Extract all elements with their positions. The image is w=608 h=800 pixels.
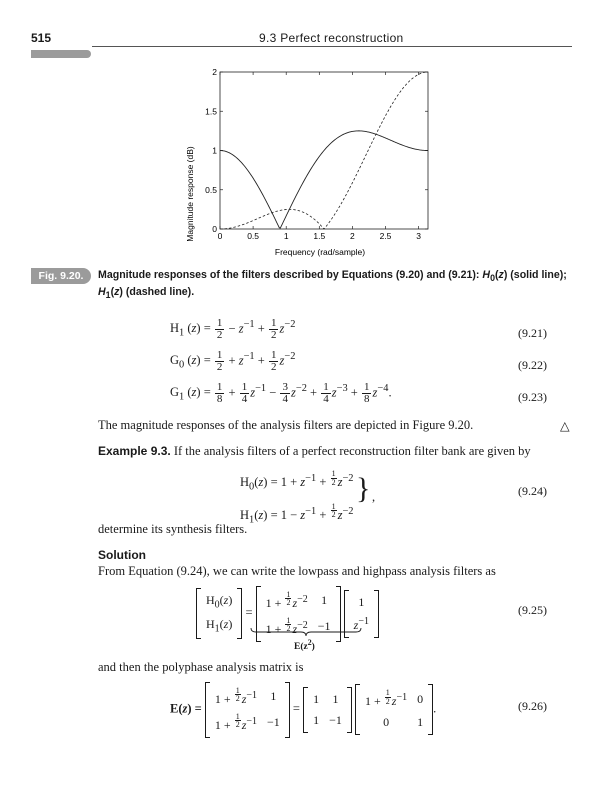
x-tick-label: 0.5 [247, 231, 260, 241]
x-tick-label: 1.5 [313, 231, 326, 241]
eq-number-9-23: (9.23) [518, 390, 547, 404]
eq-9-26-lhs: E(z) = [170, 701, 202, 716]
x-tick-label: 2.5 [379, 231, 392, 241]
figure-caption: Magnitude responses of the filters described by Equations (9.20) and (9.21): $H_0(z)$ (solid line); $H_1(z)$ (dashed line). [98, 269, 567, 301]
header-tab-bar [31, 50, 91, 58]
end-of-example-triangle: △ [560, 419, 570, 433]
example-text: If the analysis filters of a perfect reconstruction filter bank are given by [173, 444, 531, 458]
example-label: Example 9.3. [98, 444, 171, 458]
equation-9-25: $H_0(z)$ $H_1(z)$ = 1 + $\frac{1}{2}$ $z^{-2}$ 1 1 + $\frac{1}{2}$ $z^{-2}$ −1 1 $z^{-1}$ [196, 586, 379, 642]
y-tick-label: 1 [212, 145, 217, 156]
running-title: 9.3 Perfect reconstruction [259, 31, 404, 45]
y-tick-label: 0.5 [205, 184, 217, 195]
figure-tag: Fig. 9.20. [31, 268, 91, 284]
y-tick-label: 2 [212, 67, 217, 77]
eq-9-25-underbrace-label: $E(z^2)$ [294, 638, 315, 653]
x-tick-label: 1 [283, 231, 289, 241]
eq-number-9-25: (9.25) [518, 603, 547, 617]
eq-9-24-brace: } [356, 472, 371, 505]
eq-9-24-comma: , [372, 490, 376, 504]
eq-number-9-24: (9.24) [518, 484, 547, 498]
page-number: 515 [31, 31, 52, 45]
eq-9-21-lhs: $H_1$ (z) = [170, 321, 211, 339]
equation-9-22: $G_0$ (z) = $\frac{1}{2}$ + $z^{-1}$ + $\frac{1}{2}$ $z^{-2}$ [170, 349, 296, 373]
equation-9-26: E(z) = 1 + $\frac{1}{2}$ $z^{-1}$ 1 1 + $\frac{1}{2}$ $z^{-1}$ −1 = 1 1 1 −1 1 + $\frac{1}{2}$ $z^{-1}$ 0 0 1 . [170, 682, 436, 738]
eq-number-9-26: (9.26) [518, 699, 547, 713]
from-equation-sentence: From Equation (9.24), we can write the lowpass and highpass analysis filters as [98, 564, 496, 578]
eq-9-23-lhs: $G_1$ (z) = [170, 385, 211, 403]
and-then-sentence: and then the polyphase analysis matrix is [98, 660, 304, 674]
magnitude-response-chart [180, 62, 440, 262]
y-tick-label: 0 [212, 224, 217, 234]
chart-x-axis-label: Frequency (rad/sample) [274, 247, 366, 257]
x-tick-label: 3 [416, 231, 421, 241]
example-9-3-paragraph [98, 444, 568, 459]
chart-y-axis-label: Magnitude response (dB) [185, 146, 195, 242]
eq-9-22-lhs: $G_0$ (z) = [170, 353, 211, 371]
x-tick-label: 2 [350, 231, 355, 241]
equation-9-23: $G_1$ (z) = $\frac{1}{8}$ + $\frac{1}{4}$ $z^{-1}$ − $\frac{3}{4}$ $z^{-2}$ + $\frac{1}{4}$ $z^{-3}$ + $\frac{1}{8}$ $z^{-4}$. [170, 381, 392, 405]
y-tick-label: 1.5 [205, 106, 217, 117]
equation-9-21: $H_1$ (z) = $\frac{1}{2}$ − $z^{-1}$ + $\frac{1}{2}$ $z^{-2}$ [170, 317, 296, 341]
solution-heading: Solution [98, 548, 146, 562]
determine-sentence: determine its synthesis filters. [98, 522, 248, 536]
series-h0-solid-line [220, 131, 428, 228]
x-tick-label: 0 [217, 231, 223, 241]
equation-9-24: $H_0(z) = 1 + z^{-1}$ + $\frac{1}{2}$ $z^{-2}$ $H_1(z) = 1 - z^{-1}$ + $\frac{1}{2}$ $z^{-2}$ [240, 469, 354, 526]
magnitude-responses-sentence: The magnitude responses of the analysis filters are depicted in Figure 9.20. [98, 418, 474, 432]
eq-9-25-underbrace [250, 627, 362, 637]
eq-number-9-21: (9.21) [518, 326, 547, 340]
eq-number-9-22: (9.22) [518, 358, 547, 372]
header-rule [92, 46, 572, 47]
